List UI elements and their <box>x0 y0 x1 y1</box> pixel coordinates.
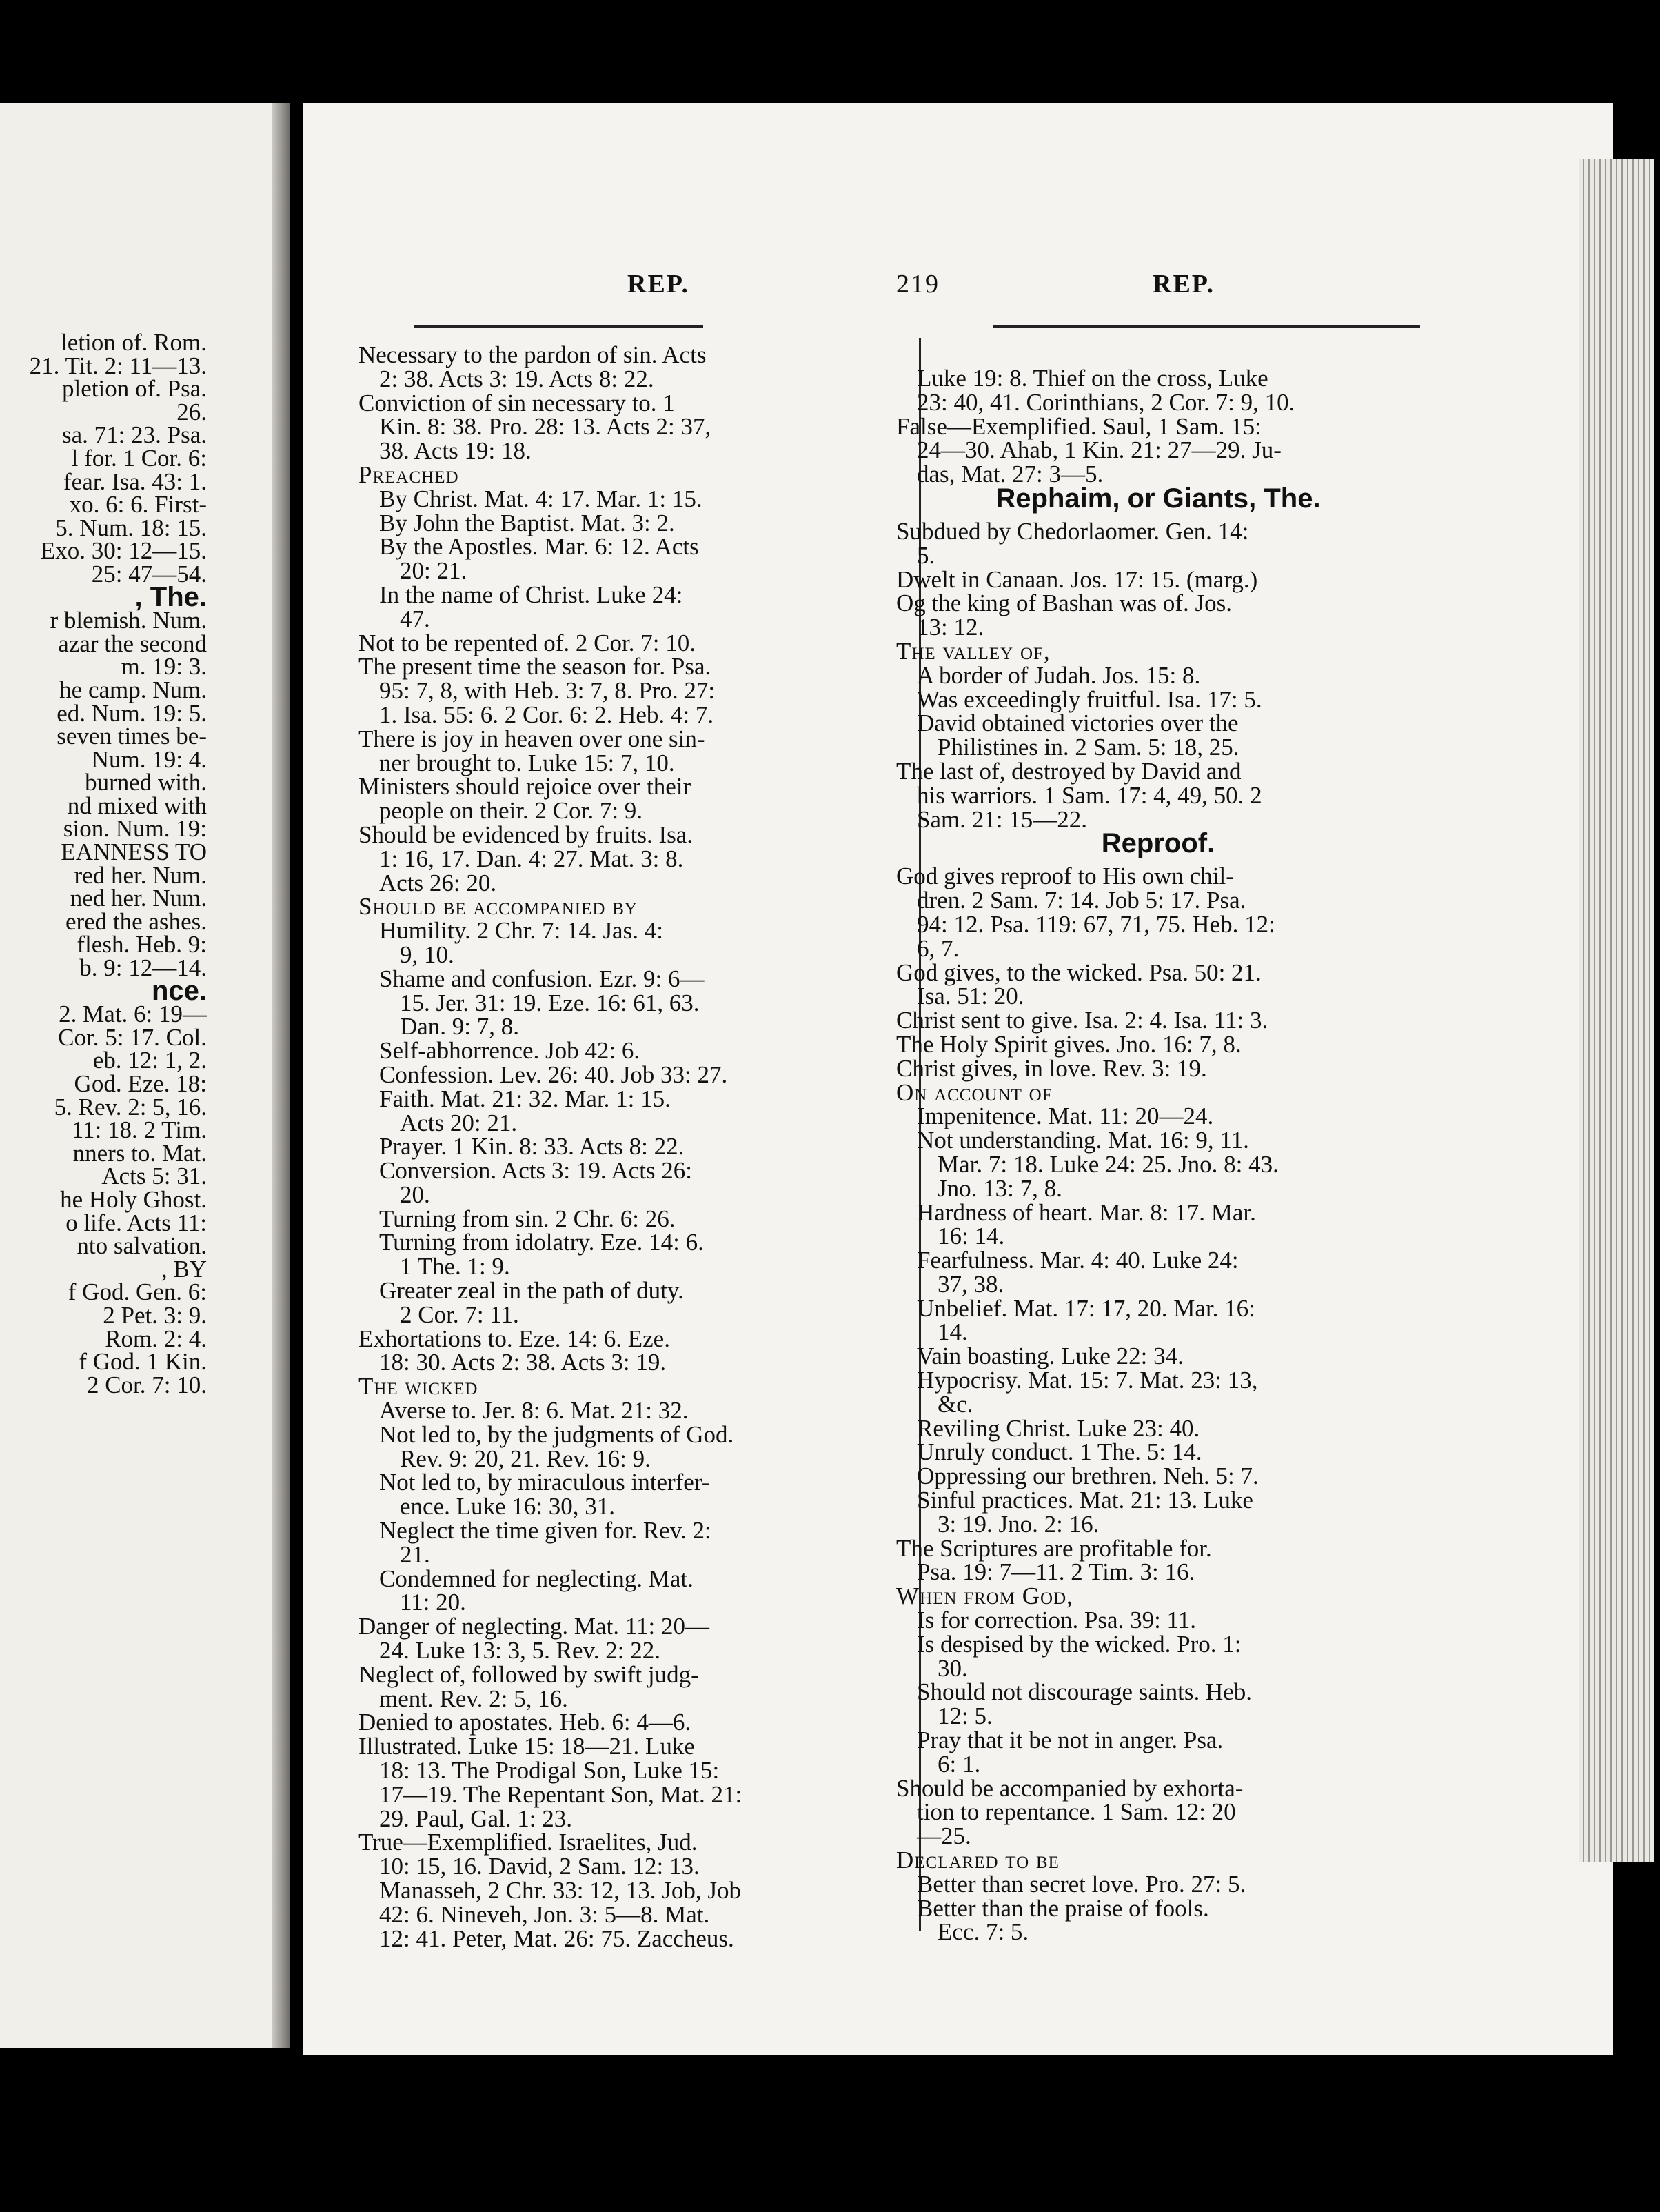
entry-line: Reviling Christ. Luke 23: 40. <box>917 1414 1200 1442</box>
fragment-line: f God. 1 Kin. <box>79 1348 207 1376</box>
entry-line: Turning from sin. 2 Chr. 6: 26. <box>379 1205 676 1232</box>
fragment-line: letion of. Rom. <box>61 329 207 356</box>
entry-line: Not led to, by miraculous interfer- <box>379 1469 710 1496</box>
entry-line: 20: 21. <box>400 557 467 585</box>
fragment-line: Num. 19: 4. <box>91 745 207 773</box>
page-number: 219 <box>896 270 940 299</box>
facing-left-page <box>0 103 290 2048</box>
entry-line: 37, 38. <box>938 1270 1004 1298</box>
entry-line: Oppressing our brethren. Neh. 5: 7. <box>917 1462 1259 1490</box>
fragment-line: 25: 47—54. <box>91 560 207 587</box>
entry-line: ner brought to. Luke 15: 7, 10. <box>379 749 675 776</box>
index-column-left <box>358 343 882 1951</box>
entry-line: Averse to. Jer. 8: 6. Mat. 21: 32. <box>379 1397 689 1425</box>
fragment-line: ered the ashes. <box>65 907 207 935</box>
fragment-line: pletion of. Psa. <box>62 375 207 403</box>
entry-line: A border of Judah. Jos. 15: 8. <box>917 661 1201 689</box>
section-heading: , The. <box>134 581 207 612</box>
entry-line: 95: 7, 8, with Heb. 3: 7, 8. Pro. 27: <box>379 677 716 705</box>
entry-line: Hardness of heart. Mar. 8: 17. Mar. <box>917 1198 1256 1226</box>
entry-line: 18: 13. The Prodigal Son, Luke 15: <box>379 1757 720 1784</box>
subheading-line: The wicked <box>358 1373 478 1400</box>
entry-line: 1 The. 1: 9. <box>400 1253 510 1280</box>
entry-line: 12: 5. <box>938 1702 993 1730</box>
fragment-line: ed. Num. 19: 5. <box>57 699 207 727</box>
entry-line: 30. <box>938 1654 968 1682</box>
entry-line: The Holy Spirit gives. Jno. 16: 7, 8. <box>896 1030 1242 1058</box>
fragment-line: m. 19: 3. <box>121 653 207 681</box>
subheading-line: Preached <box>358 461 459 488</box>
entry-line: tion to repentance. 1 Sam. 12: 20 <box>917 1798 1236 1826</box>
section-heading: Reproof. <box>1101 828 1215 859</box>
entry-line: Unbelief. Mat. 17: 17, 20. Mar. 16: <box>917 1294 1255 1322</box>
entry-line: 13: 12. <box>917 614 984 641</box>
entry-line: Shame and confusion. Ezr. 9: 6— <box>379 965 705 992</box>
fragment-line: seven times be- <box>57 723 207 750</box>
entry-line: 24. Luke 13: 3, 5. Rev. 2: 22. <box>379 1637 660 1665</box>
entry-line: 17—19. The Repentant Son, Mat. 21: <box>379 1780 742 1808</box>
entry-line: &c. <box>938 1390 973 1418</box>
entry-line: Prayer. 1 Kin. 8: 33. Acts 8: 22. <box>379 1133 685 1160</box>
entry-line: Not led to, by the judgments of God. <box>379 1420 734 1448</box>
fragment-line: EANNESS TO <box>61 838 207 866</box>
entry-line: Danger of neglecting. Mat. 11: 20— <box>358 1613 709 1640</box>
fragment-line: fear. Isa. 43: 1. <box>63 467 207 495</box>
entry-line: Denied to apostates. Heb. 6: 4—6. <box>358 1709 691 1736</box>
entry-line: Was exceedingly fruitful. Isa. 17: 5. <box>917 685 1262 713</box>
entry-line: 29. Paul, Gal. 1: 23. <box>379 1804 572 1832</box>
entry-line: Exhortations to. Eze. 14: 6. Eze. <box>358 1325 670 1352</box>
entry-line: 47. <box>400 605 430 632</box>
entry-line: dren. 2 Sam. 7: 14. Job 5: 17. Psa. <box>917 887 1246 914</box>
entry-line: das, Mat. 27: 3—5. <box>917 461 1104 488</box>
entry-line: Isa. 51: 20. <box>917 983 1024 1010</box>
entry-line: Manasseh, 2 Chr. 33: 12, 13. Job, Job <box>379 1877 741 1904</box>
fragment-line: God. Eze. 18: <box>74 1070 207 1097</box>
entry-line: 24—30. Ahab, 1 Kin. 21: 27—29. Ju- <box>917 436 1282 464</box>
fragment-line: nners to. Mat. <box>72 1139 207 1167</box>
entry-line: Should not discourage saints. Heb. <box>917 1678 1253 1706</box>
entry-line: Pray that it be not in anger. Psa. <box>917 1727 1224 1754</box>
subheading-line: Declared to be <box>896 1847 1060 1874</box>
fragment-line: 26. <box>176 398 207 425</box>
header-rule-right <box>993 325 1420 328</box>
entry-line: his warriors. 1 Sam. 17: 4, 49, 50. 2 <box>917 781 1262 809</box>
fragment-line: 2. Mat. 6: 19— <box>59 1001 207 1028</box>
entry-line: Rev. 9: 20, 21. Rev. 16: 9. <box>400 1445 651 1472</box>
entry-line: 9, 10. <box>400 941 454 968</box>
entry-line: Neglect of, followed by swift judg- <box>358 1660 699 1688</box>
entry-line: 3: 19. Jno. 2: 16. <box>938 1510 1100 1538</box>
entry-line: David obtained victories over the <box>917 710 1239 737</box>
section-heading: nce. <box>151 975 207 1006</box>
fragment-line: l for. 1 Cor. 6: <box>71 444 207 472</box>
entry-line: Conversion. Acts 3: 19. Acts 26: <box>379 1157 693 1185</box>
entry-line: 14. <box>938 1318 968 1346</box>
entry-line: Turning from idolatry. Eze. 14: 6. <box>379 1229 704 1256</box>
entry-line: Is for correction. Psa. 39: 11. <box>917 1607 1196 1634</box>
fragment-line: ned her. Num. <box>70 885 207 912</box>
subheading-line: When from God, <box>896 1582 1073 1610</box>
entry-line: Christ sent to give. Isa. 2: 4. Isa. 11: 3. <box>896 1007 1268 1034</box>
fragment-line: 2 Pet. 3: 9. <box>103 1301 207 1329</box>
entry-line: Should be evidenced by fruits. Isa. <box>358 821 694 848</box>
entry-line: 42: 6. Nineveh, Jon. 3: 5—8. Mat. <box>379 1900 710 1928</box>
fragment-line: azar the second <box>58 630 207 657</box>
page-edges <box>1579 159 1654 1862</box>
entry-line: Should be accompanied by exhorta- <box>896 1774 1244 1802</box>
entry-line: Condemned for neglecting. Mat. <box>379 1565 694 1592</box>
fragment-line: 5. Rev. 2: 5, 16. <box>54 1093 207 1120</box>
entry-line: Vain boasting. Luke 22: 34. <box>917 1343 1184 1370</box>
entry-line: By Christ. Mat. 4: 17. Mar. 1: 15. <box>379 485 702 512</box>
entry-line: 23: 40, 41. Corinthians, 2 Cor. 7: 9, 10. <box>917 388 1295 416</box>
entry-line: Subdued by Chedorlaomer. Gen. 14: <box>896 517 1249 545</box>
entry-line: True—Exemplified. Israelites, Jud. <box>358 1829 698 1856</box>
entry-line: God gives reproof to His own chil- <box>896 863 1234 890</box>
subheading-line: The valley of, <box>896 637 1051 665</box>
entry-line: Self-abhorrence. Job 42: 6. <box>379 1037 640 1065</box>
entry-line: There is joy in heaven over one sin- <box>358 725 705 752</box>
entry-line: Jno. 13: 7, 8. <box>938 1174 1062 1202</box>
entry-line: Better than secret love. Pro. 27: 5. <box>917 1870 1246 1898</box>
entry-line: 16: 14. <box>938 1223 1005 1250</box>
entry-line: The Scriptures are profitable for. <box>896 1534 1212 1562</box>
fragment-line: burned with. <box>85 769 207 796</box>
entry-line: 1. Isa. 55: 6. 2 Cor. 6: 2. Heb. 4: 7. <box>379 701 714 728</box>
entry-line: 5. <box>917 541 935 569</box>
entry-line: Kin. 8: 38. Pro. 28: 13. Acts 2: 37, <box>379 413 711 441</box>
entry-line: Ecc. 7: 5. <box>938 1918 1029 1946</box>
entry-line: Fearfulness. Mar. 4: 40. Luke 24: <box>917 1247 1239 1274</box>
fragment-line: he Holy Ghost. <box>60 1185 207 1213</box>
entry-line: 2 Cor. 7: 11. <box>400 1300 519 1328</box>
entry-line: 12: 41. Peter, Mat. 26: 75. Zaccheus. <box>379 1924 734 1952</box>
entry-line: Is despised by the wicked. Pro. 1: <box>917 1630 1242 1658</box>
subheading-line: Should be accompanied by <box>358 893 638 921</box>
entry-line: 21. <box>400 1540 430 1568</box>
entry-line: Sinful practices. Mat. 21: 13. Luke <box>917 1487 1253 1514</box>
entry-line: The present time the season for. Psa. <box>358 653 711 681</box>
fragment-line: eb. 12: 1, 2. <box>92 1047 207 1074</box>
entry-line: 18: 30. Acts 2: 38. Acts 3: 19. <box>379 1349 667 1376</box>
left-page-text-fragment <box>0 331 207 1396</box>
running-head-right: REP. <box>1153 270 1215 299</box>
fragment-line: , BY <box>161 1255 207 1283</box>
entry-line: 6: 1. <box>938 1750 981 1778</box>
running-head-left: REP. <box>627 270 690 299</box>
fragment-line: nd mixed with <box>67 792 207 819</box>
entry-line: 38. Acts 19: 18. <box>379 437 532 465</box>
fragment-line: b. 9: 12—14. <box>79 954 207 982</box>
entry-line: Conviction of sin necessary to. 1 <box>358 389 675 416</box>
fragment-line: sion. Num. 19: <box>63 815 207 843</box>
fragment-line: sa. 71: 23. Psa. <box>62 421 207 449</box>
entry-line: ment. Rev. 2: 5, 16. <box>379 1685 568 1712</box>
entry-line: In the name of Christ. Luke 24: <box>379 581 683 608</box>
entry-line: Illustrated. Luke 15: 18—21. Luke <box>358 1733 695 1760</box>
entry-line: Sam. 21: 15—22. <box>917 805 1087 833</box>
entry-line: Humility. 2 Chr. 7: 14. Jas. 4: <box>379 917 663 945</box>
entry-line: False—Exemplified. Saul, 1 Sam. 15: <box>896 412 1262 440</box>
entry-line: Neglect the time given for. Rev. 2: <box>379 1517 711 1545</box>
entry-line: By the Apostles. Mar. 6: 12. Acts <box>379 533 699 561</box>
book-gutter-shadow <box>272 103 290 2048</box>
entry-line: 20. <box>400 1180 430 1208</box>
fragment-line: xo. 6: 6. First- <box>69 491 207 519</box>
subheading-line: On account of <box>896 1078 1053 1106</box>
entry-line: Better than the praise of fools. <box>917 1894 1209 1922</box>
fragment-line: red her. Num. <box>74 861 207 889</box>
fragment-line: 5. Num. 18: 15. <box>55 514 207 541</box>
entry-line: —25. <box>917 1822 971 1850</box>
entry-line: Confession. Lev. 26: 40. Job 33: 27. <box>379 1060 728 1088</box>
entry-line: 15. Jer. 31: 19. Eze. 16: 61, 63. <box>400 989 700 1016</box>
entry-line: 94: 12. Psa. 119: 67, 71, 75. Heb. 12: <box>917 910 1275 938</box>
entry-line: Dwelt in Canaan. Jos. 17: 15. (marg.) <box>896 565 1258 593</box>
entry-line: 6, 7. <box>917 934 960 962</box>
entry-line: Faith. Mat. 21: 32. Mar. 1: 15. <box>379 1085 671 1112</box>
fragment-line: he camp. Num. <box>59 676 207 703</box>
header-rule-left <box>414 325 703 328</box>
entry-line: Not to be repented of. 2 Cor. 7: 10. <box>358 629 696 656</box>
entry-line: The last of, destroyed by David and <box>896 757 1242 785</box>
entry-line: By John the Baptist. Mat. 3: 2. <box>379 509 675 536</box>
fragment-line: flesh. Heb. 9: <box>77 931 207 958</box>
fragment-line: nto salvation. <box>77 1232 207 1260</box>
fragment-line: Acts 5: 31. <box>101 1163 207 1190</box>
entry-line: Philistines in. 2 Sam. 5: 18, 25. <box>938 734 1239 761</box>
fragment-line: 11: 18. 2 Tim. <box>71 1116 207 1144</box>
entry-line: 11: 20. <box>400 1589 466 1616</box>
section-heading: Rephaim, or Giants, The. <box>995 483 1321 514</box>
entry-line: Mar. 7: 18. Luke 24: 25. Jno. 8: 43. <box>938 1150 1279 1178</box>
fragment-line: 21. Tit. 2: 11—13. <box>29 352 207 379</box>
entry-line: Christ gives, in love. Rev. 3: 19. <box>896 1054 1207 1082</box>
entry-line: Acts 26: 20. <box>379 869 497 896</box>
fragment-line: f God. Gen. 6: <box>68 1278 207 1306</box>
entry-line: ence. Luke 16: 30, 31. <box>400 1493 615 1520</box>
entry-line: Luke 19: 8. Thief on the cross, Luke <box>917 365 1268 392</box>
entry-line: Greater zeal in the path of duty. <box>379 1277 684 1305</box>
entry-line: Og the king of Bashan was of. Jos. <box>896 590 1233 617</box>
index-column-right <box>896 367 1420 1944</box>
entry-line: Hypocrisy. Mat. 15: 7. Mat. 23: 13, <box>917 1367 1258 1394</box>
entry-line: 10: 15, 16. David, 2 Sam. 12: 13. <box>379 1853 700 1880</box>
entry-line: people on their. 2 Cor. 7: 9. <box>379 797 643 825</box>
entry-line: Unruly conduct. 1 The. 5: 14. <box>917 1438 1202 1466</box>
entry-line: Dan. 9: 7, 8. <box>400 1013 520 1040</box>
fragment-line: Exo. 30: 12—15. <box>40 537 207 565</box>
entry-line: Ministers should rejoice over their <box>358 773 691 801</box>
entry-line: Not understanding. Mat. 16: 9, 11. <box>917 1127 1249 1154</box>
entry-line: Psa. 19: 7—11. 2 Tim. 3: 16. <box>917 1558 1195 1586</box>
fragment-line: r blemish. Num. <box>50 607 207 634</box>
fragment-line: 2 Cor. 7: 10. <box>86 1371 207 1398</box>
entry-line: 2: 38. Acts 3: 19. Acts 8: 22. <box>379 365 654 392</box>
entry-line: Acts 20: 21. <box>400 1109 518 1136</box>
entry-line: 1: 16, 17. Dan. 4: 27. Mat. 3: 8. <box>379 845 684 872</box>
entry-line: Necessary to the pardon of sin. Acts <box>358 341 707 368</box>
fragment-line: Rom. 2: 4. <box>105 1325 207 1352</box>
entry-line: Impenitence. Mat. 11: 20—24. <box>917 1103 1214 1130</box>
entry-line: God gives, to the wicked. Psa. 50: 21. <box>896 958 1262 986</box>
fragment-line: o life. Acts 11: <box>65 1209 207 1236</box>
fragment-line: Cor. 5: 17. Col. <box>58 1023 207 1051</box>
